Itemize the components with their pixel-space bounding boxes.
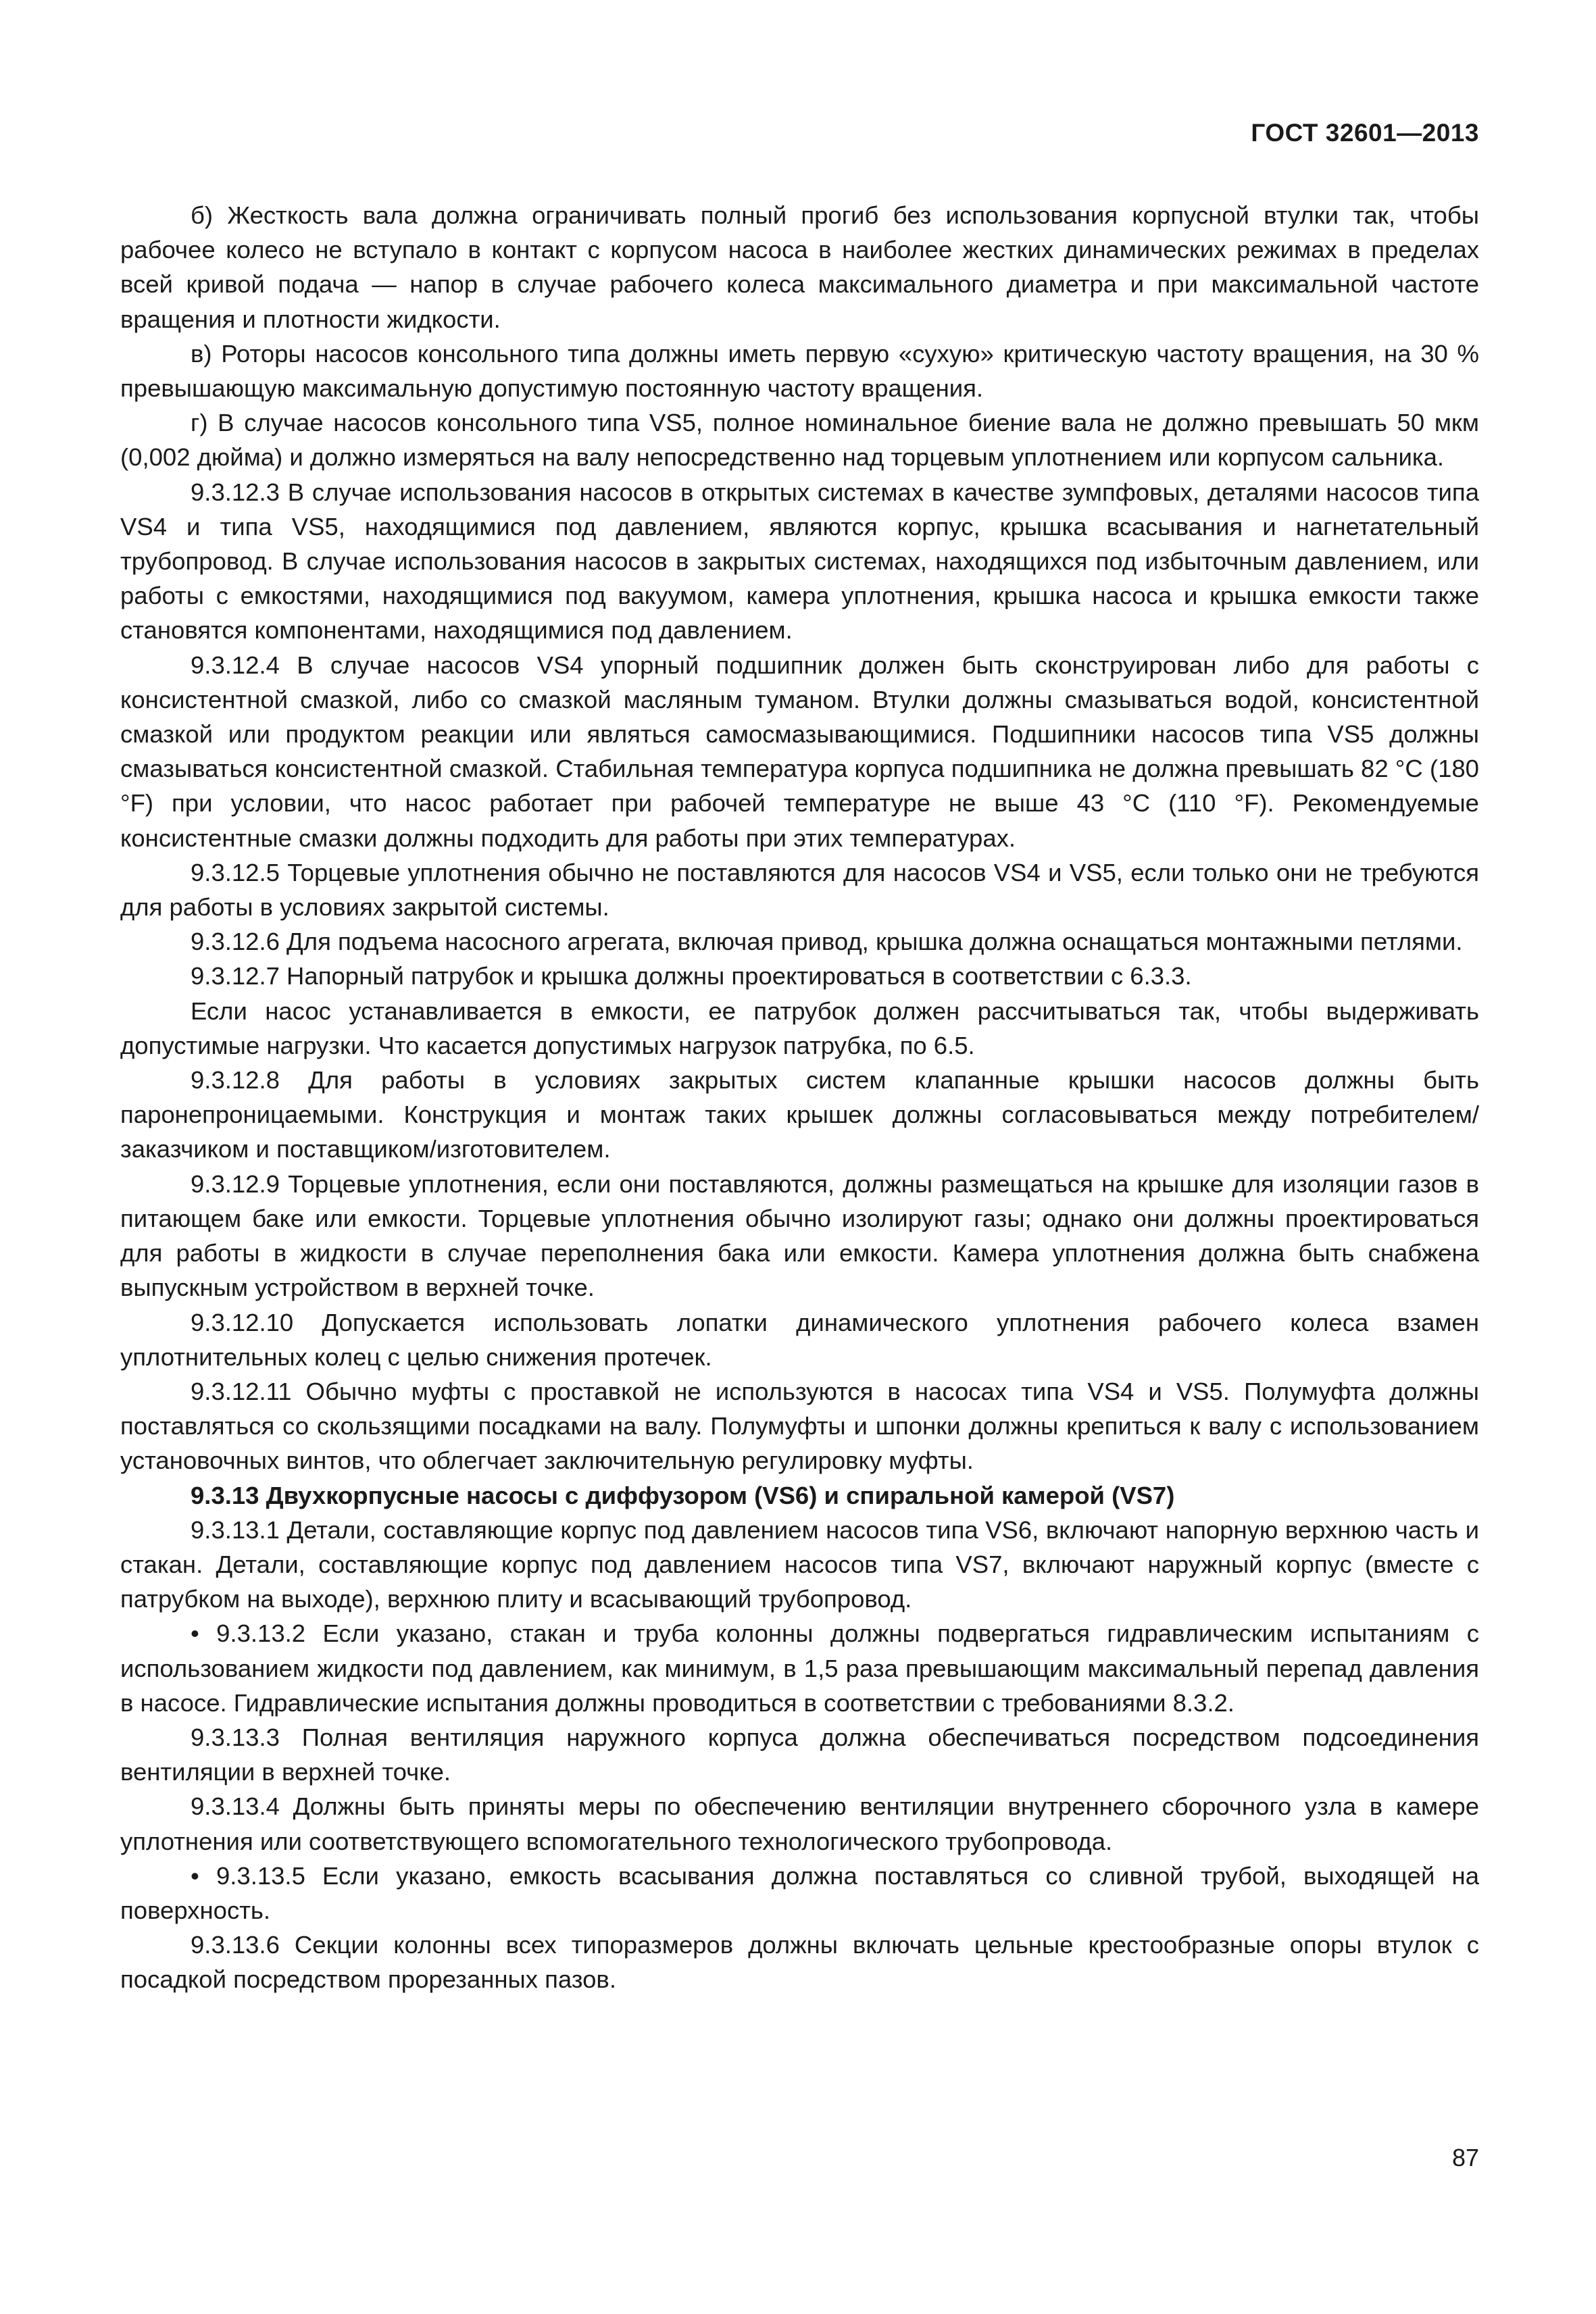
paragraph-9-3-13-2: • 9.3.13.2 Если указано, стакан и труба колонны должны подвергаться гидравлическим испытаниям с использованием жидкости под давлением, как минимум, в 1,5 раза превышающим максимальный перепад давления в насосе. Гидравлические испытания должны проводиться в соответствии с требованиями 8.3.2. bbox=[120, 1619, 1479, 1717]
page-body bbox=[120, 198, 1479, 1997]
paragraph-9-3-13-6: 9.3.13.6 Секции колонны всех типоразмеров должны включать цельные крестообразные опоры втулок с посадкой посредством прорезанных пазов. bbox=[120, 1931, 1479, 1994]
paragraph-9-3-13-3: 9.3.13.3 Полная вентиляция наружного корпуса должна обеспечиваться посредством подсоединения вентиляции в верхней точке. bbox=[120, 1723, 1479, 1786]
paragraph-b-shaft-stiffness: б) Жесткость вала должна ограничивать полный прогиб без использования корпусной втулки так, чтобы рабочее колесо не вступало в контакт с корпусом насоса в наиболее жестких динамических режимах в пределах всей кривой подача — напор в случае рабочего колеса максимального диаметра и при максимальной частоте вращения и плотности жидкости. bbox=[120, 201, 1479, 333]
paragraph-9-3-12-7: 9.3.12.7 Напорный патрубок и крышка должны проектироваться в соответствии с 6.3.3. bbox=[191, 962, 1192, 990]
paragraph-9-3-12-6: 9.3.12.6 Для подъема насосного агрегата, включая привод, крышка должна оснащаться монтажными петлями. bbox=[191, 928, 1463, 956]
paragraph-9-3-12-5: 9.3.12.5 Торцевые уплотнения обычно не поставляются для насосов VS4 и VS5, если только они не требуются для работы в условиях закрытой системы. bbox=[120, 858, 1479, 922]
paragraph-v-rotor-critical-speed: в) Роторы насосов консольного типа должны иметь первую «сухую» критическую частоту вращения, на 30 % превышающую максимальную допустимую постоянную частоту вращения. bbox=[120, 339, 1479, 403]
section-heading-9-3-13: 9.3.13 Двухкорпусные насосы с диффузором (VS6) и спиральной камерой (VS7) bbox=[191, 1481, 1175, 1509]
paragraph-g-shaft-runout: г) В случае насосов консольного типа VS5, полное номинальное биение вала не должно превышать 50 мкм (0,002 дюйма) и должно измеряться на валу непосредственно над торцевым уплотнением или корпусом сальника. bbox=[120, 409, 1479, 472]
paragraph-9-3-12-9: 9.3.12.9 Торцевые уплотнения, если они поставляются, должны размещаться на крышке для изоляции газов в питающем баке или емкости. Торцевые уплотнения обычно изолируют газы; однако они должны проектироваться для работы в жидкости в случае переполнения бака или емкости. Камера уплотнения должна быть снабжена выпускным устройством в верхней точке. bbox=[120, 1169, 1479, 1302]
paragraph-9-3-13-5: • 9.3.13.5 Если указано, емкость всасывания должна поставляться со сливной трубой, выходящей на поверхность. bbox=[120, 1861, 1479, 1924]
paragraph-9-3-12-8: 9.3.12.8 Для работы в условиях закрытых систем клапанные крышки насосов должны быть паронепроницаемыми. Конструкция и монтаж таких крышек должны согласовываться между потребителем/заказчиком и поставщиком/изготовителем. bbox=[120, 1066, 1479, 1163]
paragraph-9-3-12-4: 9.3.12.4 В случае насосов VS4 упорный подшипник должен быть сконструирован либо для работы с консистентной смазкой, либо со смазкой масляным туманом. Втулки должны смазываться водой, консистентной смазкой или продуктом реакции или являться самосмазывающимися. Подшипники насосов типа VS5 должны смазываться консистентной смазкой. Стабильная температура корпуса подшипника не должна превышать 82 °С (180 °F) при условии, что насос работает при рабочей температуре не выше 43 °С (110 °F). Рекомендуемые консистентные смазки должны подходить для работы при этих температурах. bbox=[120, 651, 1479, 852]
paragraph-9-3-13-1: 9.3.13.1 Детали, составляющие корпус под давлением насосов типа VS6, включают напорную верхнюю часть и стакан. Детали, составляющие корпус под давлением насосов типа VS7, включают наружный корпус (вместе с патрубком на выходе), верхнюю плиту и всасывающий трубопровод. bbox=[120, 1515, 1479, 1613]
paragraph-9-3-12-7-note: Если насос устанавливается в емкости, ее патрубок должен рассчитываться так, чтобы выдерживать допустимые нагрузки. Что касается допустимых нагрузок патрубка, по 6.5. bbox=[120, 997, 1479, 1059]
page-number: 87 bbox=[1451, 2144, 1479, 2171]
paragraph-9-3-12-3: 9.3.12.3 В случае использования насосов в открытых системах в качестве зумпфовых, деталями насосов типа VS4 и типа VS5, находящимися под давлением, являются корпус, крышка всасывания и нагнетательный трубопровод. В случае использования насосов в закрытых системах, находящихся под избыточным давлением, или работы с емкостями, находящимися под вакуумом, камера уплотнения, крышка насоса и крышка емкости также становятся компонентами, находящимися под давлением. bbox=[120, 478, 1479, 645]
paragraph-9-3-12-11: 9.3.12.11 Обычно муфты с проставкой не используются в насосах типа VS4 и VS5. Полумуфта должны поставляться со скользящими посадками на валу. Полумуфты и шпонки должны крепиться к валу с использованием установочных винтов, что облегчает заключительную регулировку муфты. bbox=[120, 1377, 1479, 1475]
standard-header: ГОСТ 32601—2013 bbox=[1251, 119, 1479, 147]
paragraph-9-3-13-4: 9.3.13.4 Должны быть приняты меры по обеспечению вентиляции внутреннего сборочного узла в камере уплотнения или соответствующего вспомогательного технологического трубопровода. bbox=[120, 1792, 1479, 1855]
paragraph-9-3-12-10: 9.3.12.10 Допускается использовать лопатки динамического уплотнения рабочего колеса взамен уплотнительных колец с целью снижения протечек. bbox=[120, 1308, 1479, 1371]
